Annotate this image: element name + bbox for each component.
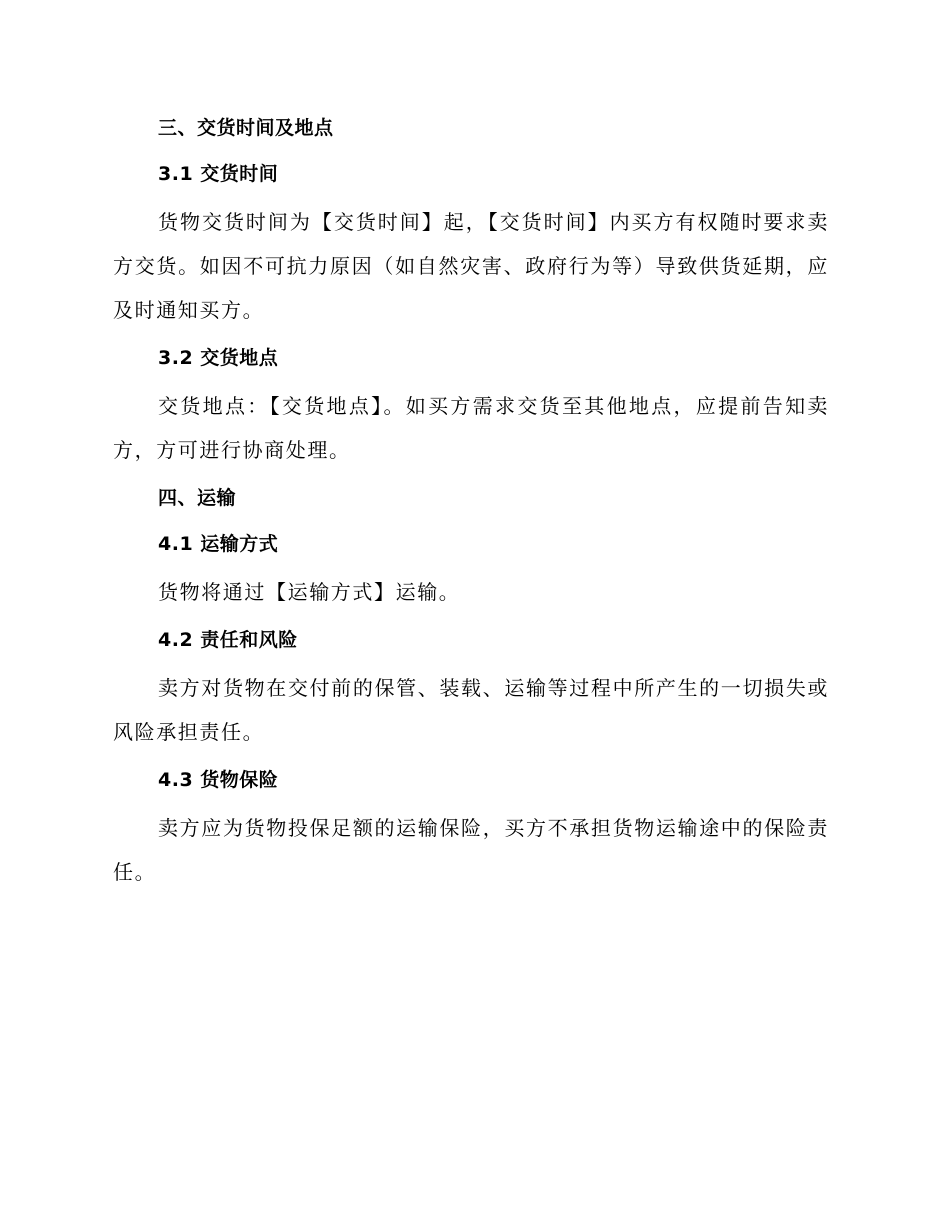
subheading-3-2: 3.2 交货地点: [158, 347, 279, 369]
paragraph-4-2: 卖方对货物在交付前的保管、装载、运输等过程中所产生的一切损失或风险承担责任。: [113, 676, 829, 744]
paragraph-4-1: 货物将通过【运输方式】运输。: [158, 580, 461, 604]
paragraph-3-1: 货物交货时间为【交货时间】起，【交货时间】内买方有权随时要求卖方交货。如因不可抗力原因（如自然灾害、政府行为等）导致供货延期，应及时通知买方。: [113, 210, 829, 322]
subheading-4-1: 4.1 运输方式: [158, 533, 279, 555]
subheading-4-3: 4.3 货物保险: [158, 769, 279, 791]
section-heading-3: 三、交货时间及地点: [158, 117, 334, 139]
subheading-3-1: 3.1 交货时间: [158, 163, 279, 185]
document-body: [113, 108, 829, 900]
section-heading-4: 四、运输: [158, 487, 237, 509]
subheading-4-2: 4.2 责任和风险: [158, 629, 298, 651]
paragraph-4-3: 卖方应为货物投保足额的运输保险，买方不承担货物运输途中的保险责任。: [113, 816, 829, 884]
paragraph-3-2: 交货地点：【交货地点】。如买方需求交货至其他地点，应提前告知卖方，方可进行协商处理。: [113, 394, 829, 462]
